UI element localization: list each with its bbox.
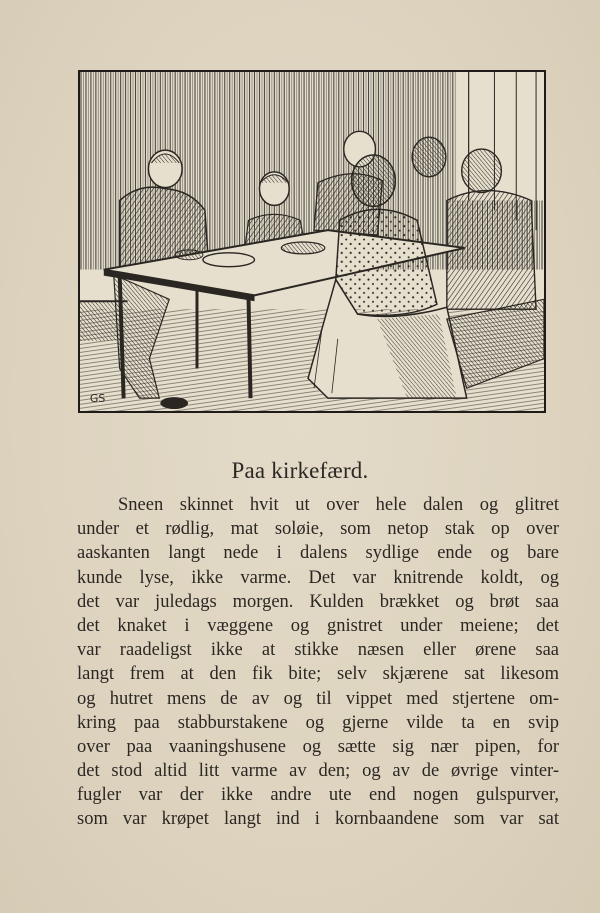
engraving-family-at-table-icon bbox=[80, 72, 544, 411]
text-line: det var juledags morgen. Kulden brækket og brøt saa bbox=[77, 591, 559, 612]
text-line: fugler var der ikke andre ute end nogen gulspurver, bbox=[77, 785, 559, 806]
text-line: og hutret mens de av og til vippet med stjertene om- bbox=[77, 688, 559, 709]
text-line: aaskanten langt nede i dalens sydlige ende og bare bbox=[77, 543, 559, 564]
text-line: som var krøpet langt ind i kornbaandene som var sat bbox=[77, 809, 559, 830]
text-line: kring paa stabburstakene og gjerne vilde ta en svip bbox=[77, 712, 559, 733]
chapter-title: Paa kirkefærd. bbox=[231, 458, 369, 483]
text-line: Sneen skinnet hvit ut over hele dalen og glitret bbox=[118, 495, 559, 515]
text-line: kunde lyse, ikke varme. Det var knitrende koldt, og bbox=[77, 567, 559, 588]
text-line: det knaket i væggene og gnistret under meiene; det bbox=[77, 615, 559, 636]
text-line: over paa vaaningshusene og sætte sig nær pipen, for bbox=[77, 736, 559, 757]
engraving-illustration bbox=[78, 70, 546, 413]
text-line: under et rødlig, mat soløie, som netop stak op over bbox=[77, 519, 559, 540]
svg-text:GS: GS bbox=[89, 392, 106, 406]
text-line: var raadeligst ikke at stikke næsen eller ørene saa bbox=[77, 640, 559, 661]
text-line: langt frem at den fik bite; selv skjærene sat likesom bbox=[77, 664, 559, 685]
text-line: det stod altid litt varme av den; og av de øvrige vinter- bbox=[77, 761, 559, 782]
body-paragraph bbox=[77, 493, 559, 832]
